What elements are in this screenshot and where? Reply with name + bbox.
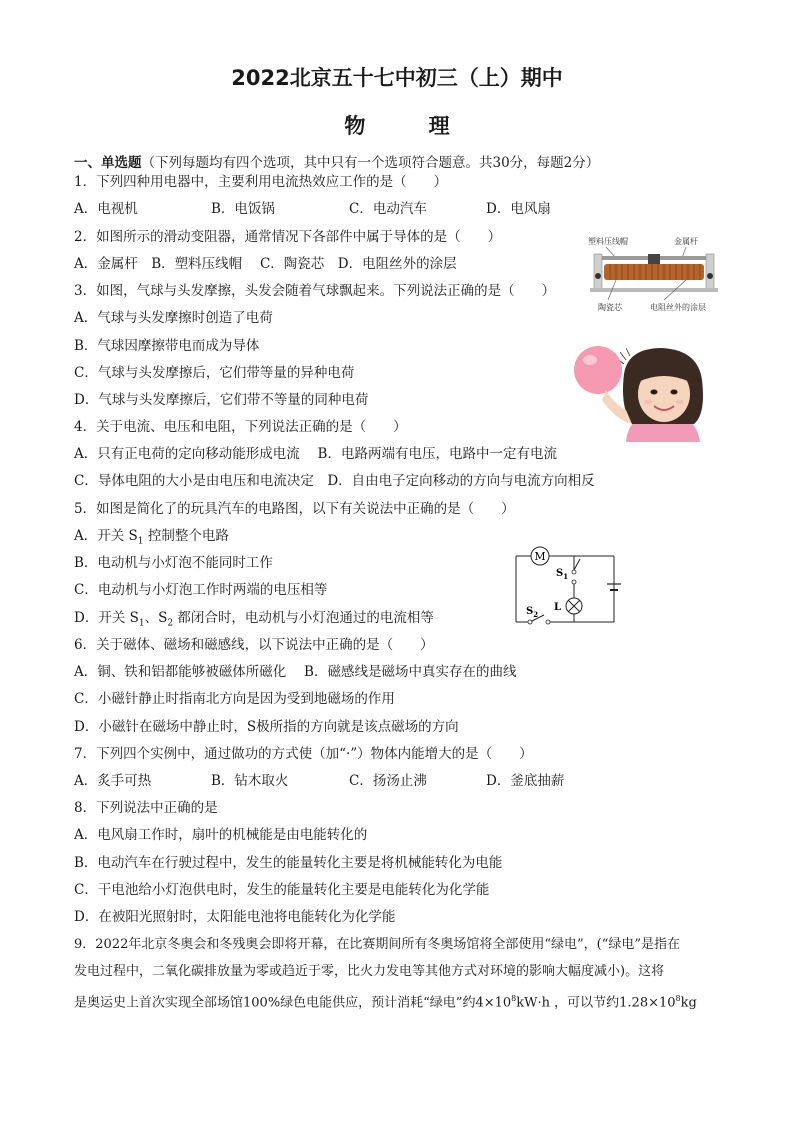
coil <box>604 264 704 280</box>
q3-option-b: B．气球因摩擦带电而成为导体 <box>74 338 260 354</box>
q1-option-b: B．电饭锅 <box>211 201 275 217</box>
switch-s2-label: $S_2$ <box>526 606 539 619</box>
binding-post <box>595 273 601 279</box>
q3-stem: 3．如图，气球与头发摩擦，头发会随着气球飘起来。下列说法正确的是（ ） <box>74 283 556 299</box>
q6-option-c: C．小磁针静止时指南北方向是因为受到地磁场的作用 <box>74 691 395 707</box>
q3-option-c: C．气球与头发摩擦后，它们带等量的异种电荷 <box>74 365 355 381</box>
label-ceramic-core: 陶瓷芯 <box>598 303 622 312</box>
balloon <box>574 346 622 394</box>
q8-option-a: A．电风扇工作时，扇叶的机械能是由电能转化的 <box>74 827 368 843</box>
balloon-girl-photo <box>566 344 712 442</box>
q5-option-b: B．电动机与小灯泡不能同时工作 <box>74 555 273 571</box>
q3-option-d: D．气球与头发摩擦后，它们带不等量的同种电荷 <box>74 392 369 408</box>
q5-stem: 5．如图是简化了的玩具汽车的电路图，以下有关说法中正确的是（ ） <box>74 501 515 517</box>
section-heading <box>74 154 599 172</box>
circuit-diagram <box>510 544 630 628</box>
q1-stem: 1．下列四种用电器中，主要利用电流热效应工作的是（ ） <box>74 174 448 190</box>
section-label: 一、单选题 <box>74 155 142 171</box>
q7-option-d: D．釜底抽薪 <box>486 773 565 789</box>
label-plastic-cap: 塑料压线帽 <box>588 237 628 246</box>
q1-option-c: C．电动汽车 <box>349 201 427 217</box>
q1-option-d: D．电风扇 <box>486 201 551 217</box>
label-metal-rod: 金属杆 <box>674 237 698 246</box>
q1-option-a: A．电视机 <box>74 201 138 217</box>
q2-options: A．金属杆 B．塑料压线帽 C．陶瓷芯 D．电阻丝外的涂层 <box>74 256 457 272</box>
q8-stem: 8．下列说法中正确的是 <box>74 800 218 816</box>
q4-options-ab: A．只有正电荷的定向移动能形成电流 B．电路两端有电压，电路中一定有电流 <box>74 446 557 462</box>
q7-option-a: A．炙手可热 <box>74 773 152 789</box>
q9-line-1: 9．2022年北京冬奥会和冬残奥会即将开幕，在比赛期间所有冬奥场馆将全部使用“绿电”，(“绿电”是指在 <box>74 937 681 952</box>
lamp-label: L <box>554 602 562 613</box>
q2-stem: 2．如图所示的滑动变阻器，通常情况下各部件中属于导体的是（ ） <box>74 229 502 245</box>
q8-option-c: C．干电池给小灯泡供电时，发生的能量转化主要是电能转化为化学能 <box>74 882 490 898</box>
q7-option-c: C．扬汤止沸 <box>349 773 427 789</box>
switch-s1-label: $S_1$ <box>556 568 569 581</box>
subject-title: 物 理 <box>344 114 478 138</box>
q3-option-a: A．气球与头发摩擦时创造了电荷 <box>74 310 273 326</box>
q9-line-2: 发电过程中，二氧化碳排放量为零或趋近于零，比火力发电等其他方式对环境的影响大幅度减小)。这将 <box>74 964 665 979</box>
exam-title: 2022北京五十七中初三（上）期中 <box>231 66 563 90</box>
q5-option-d: D．开关 $S_1$、$S_2$ 都闭合时，电动机与小灯泡通过的电流相等 <box>74 610 434 629</box>
q4-stem: 4．关于电流、电压和电阻，下列说法正确的是（ ） <box>74 419 407 435</box>
q6-options-ab: A．铜、铁和铝都能够被磁体所磁化 B．磁感线是磁场中真实存在的曲线 <box>74 664 517 680</box>
rheostat-figure <box>586 234 726 316</box>
label-coating: 电阻丝外的涂层 <box>650 303 706 312</box>
q8-option-d: D．在被阳光照射时，太阳能电池将电能转化为化学能 <box>74 909 396 925</box>
section-note: （下列每题均有四个选项，其中只有一个选项符合题意。共30分，每题2分） <box>141 155 600 171</box>
q4-options-cd: C．导体电阻的大小是由电压和电流决定 D．自由电子定向移动的方向与电流方向相反 <box>74 473 595 489</box>
q6-option-d: D．小磁针在磁场中静止时，S极所指的方向就是该点磁场的方向 <box>74 719 459 735</box>
q9-line-3: 是奥运史上首次实现全部场馆100%绿色电能供应，预计消耗“绿电”约$4\times 10^8kW\cdot h$ ，可以节约$1.28\times 10^8kg$ <box>74 994 697 1011</box>
motor-label: M <box>534 550 546 563</box>
q7-stem: 7．下列四个实例中，通过做功的方式使（加“·”）物体内能增大的是（ ） <box>74 746 533 762</box>
q5-option-c: C．电动机与小灯泡工作时两端的电压相等 <box>74 582 328 598</box>
q6-stem: 6．关于磁体、磁场和磁感线，以下说法中正确的是（ ） <box>74 637 434 653</box>
q5-option-a: A．开关 $S_1$ 控制整个电路 <box>74 528 229 547</box>
q7-option-b: B．钻木取火 <box>211 773 289 789</box>
q8-option-b: B．电动汽车在行驶过程中，发生的能量转化主要是将机械能转化为电能 <box>74 855 503 871</box>
